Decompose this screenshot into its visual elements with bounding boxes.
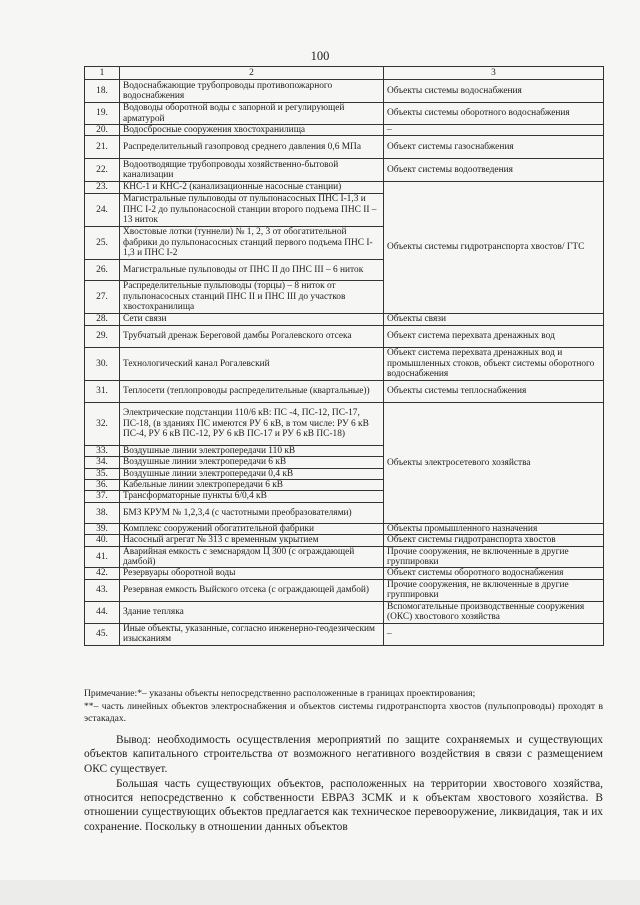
object-name: Резервная емкость Выйского отсека (с ограждающей дамбой) — [120, 579, 384, 601]
object-name: Распределительный газопровод среднего давления 0,6 МПа — [120, 136, 384, 159]
object-name: БМЗ КРУМ № 1,2,3,4 (с частотными преобразователями) — [120, 502, 384, 523]
object-name: Хвостовые лотки (туннели) № 1, 2, 3 от обогатительной фабрики до пульпонасосных станций первого подъема ПНС I-1,3 и ПНС I-2 — [120, 226, 384, 259]
object-category: Объект системы оборотного водоснабжения — [384, 568, 604, 579]
object-category: Прочие сооружения, не включенные в другие группировки — [384, 579, 604, 601]
object-category: Вспомогательные производственные сооружения (ОКС) хвостового хозяйства — [384, 601, 604, 623]
row-number: 29. — [85, 325, 120, 347]
table-row — [85, 579, 604, 601]
object-category: – — [384, 125, 604, 136]
row-number: 38. — [85, 502, 120, 523]
object-name: Резервуары оборотной воды — [120, 568, 384, 579]
object-category: Прочие сооружения, не включенные в другие группировки — [384, 546, 604, 568]
category-electro: Объекты электросетевого хозяйства — [384, 402, 604, 523]
row-number: 25. — [85, 226, 120, 259]
table-row — [85, 380, 604, 402]
row-number: 41. — [85, 546, 120, 568]
row-number: 22. — [85, 159, 120, 182]
row-number: 45. — [85, 623, 120, 645]
header-cell: 2 — [120, 67, 384, 80]
object-name: Электрические подстанции 110/6 кВ: ПС -4, ПС-12, ПС-17, ПС-18, (в зданиях ПС имеются РУ 6 кВ, в том числе: РУ 6 кВ ПС-4, РУ 6 кВ ПС-12, РУ 6 кВ ПС-17 и РУ 6 кВ ПС-18) — [120, 402, 384, 445]
row-number: 44. — [85, 601, 120, 623]
table-row — [85, 136, 604, 159]
object-category: – — [384, 623, 604, 645]
table-row — [85, 325, 604, 347]
object-category: Объект система перехвата дренажных вод — [384, 325, 604, 347]
object-category: Объект системы газоснабжения — [384, 136, 604, 159]
table-row — [85, 313, 604, 325]
table-row — [85, 125, 604, 136]
conclusion-paragraph: Вывод: необходимость осуществления мероприятий по защите сохраняемых и существующих объектов капитального строительства от возможного негативного воздействия в связи с размещением ОКС существует. — [84, 734, 603, 775]
table-row — [85, 535, 604, 546]
table-row — [85, 523, 604, 534]
object-name: Иные объекты, указанные, согласно инженерно-геодезическим изысканиям — [120, 623, 384, 645]
object-name: Магистральные пульповоды от пульпонасосных ПНС I-1,3 и ПНС I-2 до пульпонасосной станции второго подъема ПНС II – 13 ниток — [120, 193, 384, 226]
object-name: Технологический канал Рогалевский — [120, 347, 384, 380]
note-line-1: Примечание:*– указаны объекты непосредственно расположенные в границах проектирования; — [84, 688, 476, 699]
table-row — [85, 103, 604, 125]
row-number: 27. — [85, 280, 120, 313]
header-cell: 1 — [85, 67, 120, 80]
row-number: 39. — [85, 523, 120, 534]
object-name: Кабельные линии электропередачи 6 кВ — [120, 480, 384, 491]
table-row — [85, 80, 604, 103]
row-number: 40. — [85, 535, 120, 546]
row-number: 34. — [85, 457, 120, 468]
row-number: 43. — [85, 579, 120, 601]
body-text — [84, 733, 603, 834]
table-row — [85, 182, 604, 193]
page-number: 100 — [310, 49, 330, 63]
object-name: Комплекс сооружений обогатительной фабрики — [120, 523, 384, 534]
object-name: Насосный агрегат № 313 с временным укрытием — [120, 535, 384, 546]
scan-bottom-edge — [0, 880, 640, 905]
object-name: Воздушные линии электропередачи 0,4 кВ — [120, 468, 384, 479]
table-row — [85, 347, 604, 380]
row-number: 26. — [85, 259, 120, 280]
row-number: 33. — [85, 445, 120, 456]
row-number: 18. — [85, 80, 120, 103]
table-row — [85, 568, 604, 579]
object-name: Водоснабжающие трубопроводы противопожарного водоснабжения — [120, 80, 384, 103]
note-line-2: **– часть линейных объектов электроснабжения и объектов системы гидротранспорта хвостов (пульпопроводы) проходят в эстакадах. — [84, 700, 603, 725]
table-row — [85, 546, 604, 568]
row-number: 37. — [85, 491, 120, 502]
object-name: Теплосети (теплопроводы распределительные (квартальные)) — [120, 380, 384, 402]
existing-objects-paragraph: Большая часть существующих объектов, расположенных на территории хвостового хозяйства, относится непосредственно к собственности ЕВРАЗ ЗСМК и к объектам хвостового хозяйства. В отношении существующих объектов предлагается как техническое перевооружение, ликвидация, так и их сохранение. Поскольку в отношении данных объектов — [84, 777, 603, 833]
object-name: Воздушные линии электропередачи 6 кВ — [120, 457, 384, 468]
object-category: Объекты системы оборотного водоснабжения — [384, 103, 604, 125]
object-category: Объект система перехвата дренажных вод и промышленных стоков, объект системы оборотного водоснабжения — [384, 347, 604, 380]
object-name: Водоводы оборотной воды с запорной и регулирующей арматурой — [120, 103, 384, 125]
table-note — [84, 688, 603, 726]
object-name: Трубчатый дренаж Береговой дамбы Рогалевского отсека — [120, 325, 384, 347]
object-name: Здание тепляка — [120, 601, 384, 623]
object-name: Магистральные пульповоды от ПНС II до ПНС III – 6 ниток — [120, 259, 384, 280]
table-row — [85, 601, 604, 623]
object-category: Объекты системы водоснабжения — [384, 80, 604, 103]
row-number: 35. — [85, 468, 120, 479]
object-category: Объекты связи — [384, 313, 604, 325]
header-cell: 3 — [384, 67, 604, 80]
object-name: Воздушные линии электропередачи 110 кВ — [120, 445, 384, 456]
object-name: Распределительные пульповоды (торцы) – 8 ниток от пульпонасосных станций ПНС II и ПНС III до участков хвостохранилища — [120, 280, 384, 313]
row-number: 19. — [85, 103, 120, 125]
row-number: 21. — [85, 136, 120, 159]
row-number: 42. — [85, 568, 120, 579]
object-name: Аварийная емкость с земснарядом Ц 300 (с ограждающей дамбой) — [120, 546, 384, 568]
objects-table — [84, 66, 604, 646]
object-name: Трансформаторные пункты 6/0,4 кВ — [120, 491, 384, 502]
row-number: 23. — [85, 182, 120, 193]
table-row — [85, 159, 604, 182]
row-number: 24. — [85, 193, 120, 226]
row-number: 28. — [85, 313, 120, 325]
object-category: Объекты промышленного назначения — [384, 523, 604, 534]
object-name: Водоотводящие трубопроводы хозяйственно-бытовой канализации — [120, 159, 384, 182]
object-name: Водосбросные сооружения хвостохранилища — [120, 125, 384, 136]
category-hydrotransport: Объекты системы гидротранспорта хвостов/ ГТС — [384, 182, 604, 313]
object-category: Объект системы гидротранспорта хвостов — [384, 535, 604, 546]
row-number: 36. — [85, 480, 120, 491]
table-row — [85, 402, 604, 445]
row-number: 20. — [85, 125, 120, 136]
object-name: КНС-1 и КНС-2 (канализационные насосные станции) — [120, 182, 384, 193]
row-number: 31. — [85, 380, 120, 402]
row-number: 32. — [85, 402, 120, 445]
object-category: Объекты системы теплоснабжения — [384, 380, 604, 402]
object-name: Сети связи — [120, 313, 384, 325]
row-number: 30. — [85, 347, 120, 380]
object-category: Объект системы водоотведения — [384, 159, 604, 182]
table-row — [85, 623, 604, 645]
